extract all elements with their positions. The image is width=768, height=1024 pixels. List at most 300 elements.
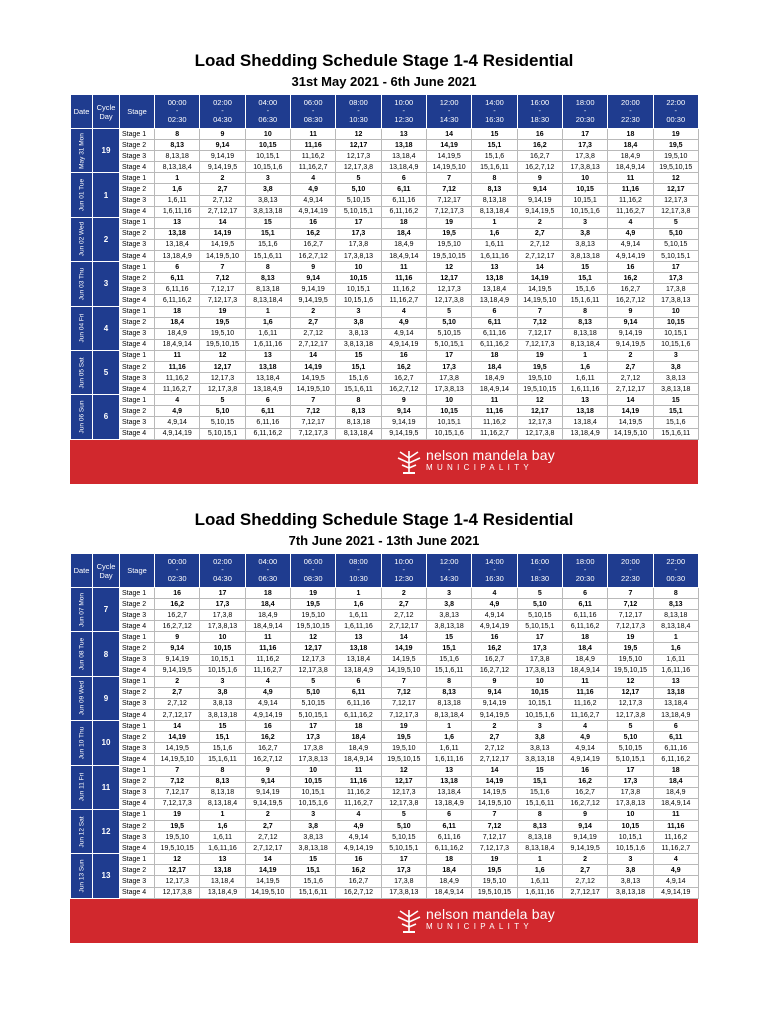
- stage-label: Stage 4: [120, 428, 155, 439]
- cycle-day-cell: 4: [93, 306, 120, 350]
- stage-row: [71, 588, 699, 599]
- zone-cell: 8,13,18: [562, 328, 607, 339]
- zone-cell: 7: [200, 262, 245, 273]
- zone-cell: 15,1,6,11: [290, 887, 335, 898]
- zone-cell: 4,9,14: [608, 239, 653, 250]
- zone-cell: 1: [653, 632, 698, 643]
- zone-cell: 9,14: [381, 406, 426, 417]
- zone-cell: 10,15,1: [200, 654, 245, 665]
- zone-cell: 1,6,11,16: [200, 843, 245, 854]
- zone-cell: 11,16,2,7: [290, 162, 335, 173]
- zone-cell: 19,5,10: [517, 373, 562, 384]
- zone-cell: 14: [155, 721, 200, 732]
- zone-cell: 4,9: [562, 732, 607, 743]
- zone-cell: 1: [472, 217, 517, 228]
- zone-cell: 14,19,5,10: [517, 295, 562, 306]
- zone-cell: 10: [517, 676, 562, 687]
- zone-cell: 14,19: [608, 406, 653, 417]
- stage-label: Stage 3: [120, 373, 155, 384]
- zone-cell: 5: [608, 721, 653, 732]
- slot-start: 18:00: [575, 97, 595, 107]
- date-cell: [71, 173, 93, 217]
- zone-cell: 8,13,18,4: [472, 206, 517, 217]
- zone-cell: 10,15,1,6: [653, 339, 698, 350]
- zone-cell: 9,14,19: [517, 195, 562, 206]
- cycle-day-cell: 7: [93, 588, 120, 632]
- zone-cell: 10: [245, 129, 290, 140]
- zone-cell: 12,17: [517, 406, 562, 417]
- zone-cell: 1,6,11,16: [336, 621, 381, 632]
- zone-cell: 14,19,5,10: [290, 384, 335, 395]
- zone-cell: 9,14,19,5: [155, 665, 200, 676]
- zone-cell: 9,14,19,5: [245, 798, 290, 809]
- slot-end: 20:30: [575, 573, 595, 583]
- zone-cell: 15: [245, 217, 290, 228]
- zone-cell: 13: [200, 854, 245, 865]
- zone-cell: 11,16: [245, 643, 290, 654]
- zone-cell: 12,17,3: [517, 417, 562, 428]
- zone-cell: 2,7: [562, 865, 607, 876]
- zone-cell: 3,8: [653, 361, 698, 372]
- stage-row: [71, 865, 699, 876]
- zone-cell: 4,9: [336, 820, 381, 831]
- zone-cell: 11: [155, 350, 200, 361]
- zone-cell: 18,4,9,14: [472, 384, 517, 395]
- stage-row: [71, 384, 699, 395]
- zone-cell: 18,4: [381, 228, 426, 239]
- zone-cell: 16: [245, 721, 290, 732]
- zone-cell: 16,2: [472, 643, 517, 654]
- schedule-week-2: [70, 509, 698, 943]
- slot-start: 08:00: [349, 97, 368, 107]
- zone-cell: 2: [562, 854, 607, 865]
- zone-cell: 15,1: [562, 273, 607, 284]
- zone-cell: 19,5,10: [381, 743, 426, 754]
- zone-cell: 3,8,13: [608, 876, 653, 887]
- stage-row: [71, 395, 699, 406]
- zone-cell: 6,11,16,2: [426, 843, 471, 854]
- zone-cell: 9,14,19: [472, 698, 517, 709]
- stage-row: [71, 743, 699, 754]
- zone-cell: 14,19,5: [608, 417, 653, 428]
- zone-cell: 12: [200, 350, 245, 361]
- zone-cell: 1,6,11,16: [562, 384, 607, 395]
- zone-cell: 17: [381, 854, 426, 865]
- zone-cell: 4,9,14: [155, 417, 200, 428]
- municipality-banner: [70, 440, 698, 484]
- zone-cell: 13,18,4,9: [155, 251, 200, 262]
- stage-row: [71, 721, 699, 732]
- stage-label: Stage 1: [120, 854, 155, 865]
- zone-cell: 7,12,17,3: [381, 710, 426, 721]
- time-slot-header: [200, 95, 245, 129]
- zone-cell: 16: [381, 350, 426, 361]
- zone-cell: 5,10,15: [336, 195, 381, 206]
- date-cell: [71, 129, 93, 173]
- zone-cell: 13,18,4,9: [245, 384, 290, 395]
- zone-cell: 18,4: [245, 599, 290, 610]
- stage-label: Stage 4: [120, 798, 155, 809]
- zone-cell: 5,10,15: [290, 698, 335, 709]
- time-slot-header: [290, 95, 335, 129]
- zone-cell: 14,19,5,10: [426, 162, 471, 173]
- zone-cell: 13,18,4: [472, 284, 517, 295]
- zone-cell: 1,6,11,16: [155, 206, 200, 217]
- slot-start: 22:00: [666, 556, 686, 566]
- time-slot-header: [608, 95, 653, 129]
- time-slot-header: [336, 95, 381, 129]
- zone-cell: 2,7,12: [290, 328, 335, 339]
- zone-cell: 19,5,10,15: [472, 887, 517, 898]
- stage-row: [71, 195, 699, 206]
- zone-cell: 3,8,13: [290, 832, 335, 843]
- stage-row: [71, 710, 699, 721]
- zone-cell: 18,4,9,14: [426, 887, 471, 898]
- zone-cell: 4: [381, 306, 426, 317]
- zone-cell: 10,15,1: [426, 417, 471, 428]
- zone-cell: 17: [517, 632, 562, 643]
- zone-cell: 15,1,6: [200, 743, 245, 754]
- zone-cell: 16,2,7: [245, 743, 290, 754]
- stage-label: Stage 2: [120, 140, 155, 151]
- zone-cell: 9,14,19,5: [472, 710, 517, 721]
- stage-label: Stage 2: [120, 184, 155, 195]
- zone-cell: 7,12: [426, 184, 471, 195]
- time-slot-header: [200, 554, 245, 588]
- zone-cell: 18,4,9,14: [381, 251, 426, 262]
- stage-label: Stage 2: [120, 820, 155, 831]
- zone-cell: 1,6,11: [426, 743, 471, 754]
- zone-cell: 10: [562, 173, 607, 184]
- stage-row: [71, 173, 699, 184]
- zone-cell: 13,18,4: [653, 698, 698, 709]
- slot-start: 14:00: [485, 97, 504, 107]
- zone-cell: 17,3,8,13: [426, 384, 471, 395]
- date-cell: [71, 350, 93, 394]
- zone-cell: 15,1,6: [290, 876, 335, 887]
- zone-cell: 4,9: [472, 599, 517, 610]
- zone-cell: 17,3,8: [608, 787, 653, 798]
- header-row: [71, 554, 699, 588]
- zone-cell: 5,10,15: [517, 610, 562, 621]
- zone-cell: 1,6,11: [336, 610, 381, 621]
- header-row: [71, 95, 699, 129]
- zone-cell: 16,2,7: [472, 654, 517, 665]
- zone-cell: 16: [155, 588, 200, 599]
- zone-cell: 7: [381, 676, 426, 687]
- zone-cell: 8,13,18: [155, 151, 200, 162]
- time-slot-header: [562, 95, 607, 129]
- zone-cell: 3,8: [608, 865, 653, 876]
- zone-cell: 13,18: [653, 687, 698, 698]
- zone-cell: 16,2,7,12: [517, 162, 562, 173]
- zone-cell: 16,2: [562, 776, 607, 787]
- zone-cell: 1,6: [245, 317, 290, 328]
- stage-label: Stage 3: [120, 876, 155, 887]
- zone-cell: 15,1,6: [336, 373, 381, 384]
- zone-cell: 4,9: [245, 687, 290, 698]
- municipality-logo-icon: [394, 907, 424, 935]
- zone-cell: 2,7: [608, 361, 653, 372]
- zone-cell: 16,2,7: [155, 610, 200, 621]
- zone-cell: 11,16: [653, 820, 698, 831]
- zone-cell: 9: [155, 632, 200, 643]
- time-slot-header: [653, 554, 698, 588]
- stage-label: Stage 2: [120, 732, 155, 743]
- stage-row: [71, 887, 699, 898]
- zone-cell: 17,3: [653, 273, 698, 284]
- zone-cell: 18,4,9,14: [562, 665, 607, 676]
- zone-cell: 8,13,18,4: [426, 710, 471, 721]
- stage-label: Stage 1: [120, 262, 155, 273]
- stage-label: Stage 4: [120, 887, 155, 898]
- zone-cell: 9,14: [245, 776, 290, 787]
- zone-cell: 6,11,16: [381, 195, 426, 206]
- date-cell: [71, 721, 93, 765]
- zone-cell: 10,15,1: [290, 787, 335, 798]
- zone-cell: 2,7,12: [200, 195, 245, 206]
- zone-cell: 10: [608, 809, 653, 820]
- zone-cell: 19,5: [608, 643, 653, 654]
- slot-end: 16:30: [485, 114, 504, 124]
- zone-cell: 15: [653, 395, 698, 406]
- zone-cell: 4,9,14,19: [562, 754, 607, 765]
- zone-cell: 4,9,14,19: [155, 428, 200, 439]
- stage-label: Stage 2: [120, 361, 155, 372]
- zone-cell: 10,15,1: [245, 151, 290, 162]
- zone-cell: 2,7,12: [381, 610, 426, 621]
- zone-cell: 10,15,1,6: [426, 428, 471, 439]
- stage-row: [71, 151, 699, 162]
- zone-cell: 6,11: [426, 820, 471, 831]
- zone-cell: 12,17,3: [608, 698, 653, 709]
- zone-cell: 16,2,7: [290, 239, 335, 250]
- zone-cell: 15,1: [200, 732, 245, 743]
- zone-cell: 16,2,7: [381, 373, 426, 384]
- zone-cell: 13: [155, 217, 200, 228]
- zone-cell: 11,16,2: [653, 832, 698, 843]
- zone-cell: 16,2,7,12: [155, 621, 200, 632]
- brand-subtitle: MUNICIPALITY: [426, 921, 534, 931]
- zone-cell: 5: [653, 217, 698, 228]
- zone-cell: 19: [290, 588, 335, 599]
- municipality-logo-icon: [394, 448, 424, 476]
- zone-cell: 5,10,15: [426, 328, 471, 339]
- zone-cell: 15: [517, 765, 562, 776]
- zone-cell: 13,18,4,9: [562, 428, 607, 439]
- zone-cell: 17,3: [562, 140, 607, 151]
- slot-dash: -: [447, 565, 451, 575]
- zone-cell: 6,11,16: [336, 698, 381, 709]
- date-label: Jun 10 Thu: [78, 726, 85, 760]
- zone-cell: 13: [653, 676, 698, 687]
- date-cell: [71, 632, 93, 676]
- zone-cell: 1,6,11: [245, 328, 290, 339]
- zone-cell: 7,12,17,3: [200, 295, 245, 306]
- zone-cell: 19: [155, 809, 200, 820]
- zone-cell: 11: [653, 809, 698, 820]
- zone-cell: 16,2,7,12: [336, 887, 381, 898]
- zone-cell: 14: [200, 217, 245, 228]
- zone-cell: 12,17: [653, 184, 698, 195]
- zone-cell: 12,17,3,8: [608, 710, 653, 721]
- zone-cell: 12,17: [381, 776, 426, 787]
- stage-label: Stage 3: [120, 698, 155, 709]
- zone-cell: 4,9,14: [245, 698, 290, 709]
- stage-label: Stage 4: [120, 621, 155, 632]
- date-cell: [71, 809, 93, 853]
- zone-cell: 14,19,5,10: [200, 251, 245, 262]
- zone-cell: 1,6: [426, 732, 471, 743]
- zone-cell: 9,14,19: [245, 787, 290, 798]
- stage-row: [71, 317, 699, 328]
- zone-cell: 16,2: [290, 228, 335, 239]
- zone-cell: 19: [472, 854, 517, 865]
- time-slot-header: [426, 95, 471, 129]
- zone-cell: 11,16,2: [290, 151, 335, 162]
- zone-cell: 4,9,14: [290, 195, 335, 206]
- zone-cell: 9,14,19: [562, 832, 607, 843]
- slot-end: 12:30: [394, 573, 414, 583]
- zone-cell: 1,6: [517, 865, 562, 876]
- zone-cell: 9,14: [608, 317, 653, 328]
- stage-label: Stage 4: [120, 339, 155, 350]
- zone-cell: 1: [155, 173, 200, 184]
- zone-cell: 19,5,10,15: [200, 339, 245, 350]
- date-label: Jun 09 Wed: [78, 681, 85, 716]
- cycle-day-cell: 6: [93, 395, 120, 439]
- zone-cell: 19: [200, 306, 245, 317]
- zone-cell: 11,16: [562, 687, 607, 698]
- zone-cell: 4,9,14: [336, 832, 381, 843]
- zone-cell: 18: [381, 217, 426, 228]
- stage-label: Stage 3: [120, 239, 155, 250]
- zone-cell: 7,12: [200, 273, 245, 284]
- zone-cell: 6,11,16: [426, 832, 471, 843]
- zone-cell: 18: [426, 854, 471, 865]
- zone-cell: 4,9,14,19: [608, 251, 653, 262]
- stage-row: [71, 228, 699, 239]
- zone-cell: 10,15: [608, 820, 653, 831]
- zone-cell: 1,6: [200, 820, 245, 831]
- zone-cell: 16: [336, 854, 381, 865]
- zone-cell: 17,3,8,13: [653, 295, 698, 306]
- zone-cell: 5,10,15: [608, 743, 653, 754]
- zone-cell: 6: [155, 262, 200, 273]
- zone-cell: 14,19,5: [426, 151, 471, 162]
- zone-cell: 2: [290, 306, 335, 317]
- zone-cell: 17: [653, 262, 698, 273]
- zone-cell: 3: [517, 721, 562, 732]
- slot-end: 14:30: [439, 114, 459, 124]
- date-cell: [71, 217, 93, 261]
- zone-cell: 10: [426, 395, 471, 406]
- stage-row: [71, 339, 699, 350]
- zone-cell: 3,8,13: [517, 743, 562, 754]
- zone-cell: 12: [290, 632, 335, 643]
- zone-cell: 5: [200, 395, 245, 406]
- date-cell: [71, 395, 93, 439]
- stage-row: [71, 610, 699, 621]
- zone-cell: 17,3: [336, 228, 381, 239]
- zone-cell: 3: [653, 350, 698, 361]
- slot-end: 02:30: [167, 573, 187, 583]
- zone-cell: 16: [517, 129, 562, 140]
- zone-cell: 12,17,3,8: [653, 206, 698, 217]
- zone-cell: 1,6: [336, 599, 381, 610]
- zone-cell: 19,5,10,15: [517, 384, 562, 395]
- time-slot-header: [381, 95, 426, 129]
- zone-cell: 17,3,8,13: [290, 754, 335, 765]
- stage-row: [71, 876, 699, 887]
- date-label: Jun 01 Tue: [78, 178, 85, 212]
- slot-start: 10:00: [394, 556, 414, 566]
- zone-cell: 11,16,2: [155, 373, 200, 384]
- stage-label: Stage 2: [120, 317, 155, 328]
- zone-cell: 12,17,3: [653, 195, 698, 206]
- zone-cell: 12: [155, 854, 200, 865]
- zone-cell: 10,15,1: [653, 328, 698, 339]
- zone-cell: 3,8,13,18: [336, 339, 381, 350]
- zone-cell: 15,1,6,11: [426, 665, 471, 676]
- zone-cell: 11: [562, 676, 607, 687]
- zone-cell: 11,16,2: [472, 417, 517, 428]
- zone-cell: 10,15: [517, 687, 562, 698]
- slot-end: 16:30: [485, 573, 504, 583]
- zone-cell: 1: [336, 588, 381, 599]
- zone-cell: 7,12,17,3: [608, 621, 653, 632]
- zone-cell: 5,10: [426, 317, 471, 328]
- zone-cell: 14: [517, 262, 562, 273]
- zone-cell: 10,15,1: [517, 698, 562, 709]
- zone-cell: 9,14: [200, 140, 245, 151]
- zone-cell: 17: [426, 350, 471, 361]
- zone-cell: 9,14,19,5: [381, 428, 426, 439]
- zone-cell: 19,5,10,15: [381, 754, 426, 765]
- cycle-day-cell: 10: [93, 721, 120, 765]
- zone-cell: 14,19: [290, 361, 335, 372]
- zone-cell: 6,11: [562, 599, 607, 610]
- zone-cell: 10,15: [290, 776, 335, 787]
- slot-start: 12:00: [439, 97, 459, 107]
- zone-cell: 18,4: [155, 317, 200, 328]
- zone-cell: 15: [562, 262, 607, 273]
- zone-cell: 5,10,15: [381, 832, 426, 843]
- stage-row: [71, 184, 699, 195]
- cycle-day-cell: 9: [93, 676, 120, 720]
- zone-cell: 15,1,6: [517, 787, 562, 798]
- zone-cell: 18: [245, 588, 290, 599]
- time-slot-header: [155, 554, 200, 588]
- slot-dash: -: [357, 565, 360, 575]
- stage-header: Stage: [120, 95, 155, 129]
- schedule-title: Load Shedding Schedule Stage 1-4 Residential: [194, 510, 574, 529]
- zone-cell: 13,18: [336, 643, 381, 654]
- zone-cell: 4,9,14: [472, 610, 517, 621]
- date-cell: [71, 588, 93, 632]
- zone-cell: 19,5,10: [426, 239, 471, 250]
- zone-cell: 11,16: [472, 406, 517, 417]
- time-slot-header: [562, 554, 607, 588]
- zone-cell: 8: [426, 676, 471, 687]
- stage-row: [71, 284, 699, 295]
- zone-cell: 11,16,2,7: [562, 710, 607, 721]
- time-slot-header: [653, 95, 698, 129]
- zone-cell: 17,3,8,13: [562, 162, 607, 173]
- zone-cell: 16,2: [517, 140, 562, 151]
- zone-cell: 15: [200, 721, 245, 732]
- slot-dash: -: [447, 106, 451, 116]
